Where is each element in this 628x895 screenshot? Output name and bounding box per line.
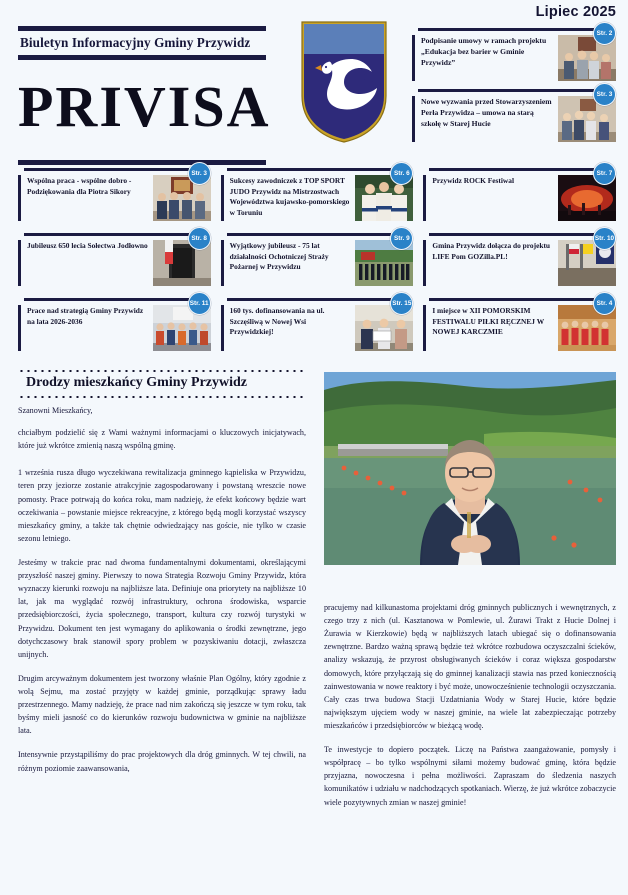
teaser-rule [429,298,594,301]
page-badge: Str. 15 [390,292,413,315]
paragraph: Jesteśmy w trakcie prac nad dwoma fundamentalnymi dokumentami, określającymi przyszłość naszej gminy. Pierwszy to nowa Strategia Rozwoju Gminy Przywidz, która wyznaczy kierunki rozwoju na najbliższe lata. Definiuje ona priorytety na najbliższe 10 lat, jak ma wyglądać rozwój infrastruktury, ochrona środowiska, wsparcie przedsiębiorczości, życia społecznego, transport, kultura czy rozwój turystyki w Przywidzu. Dokument ten jest wymagany do aplikowania o środki zewnętrzne, jego dotychczasowy brak stanowił spory problem w pozyskiwaniu dotacji, zwłaszcza unijnych. [18,557,306,659]
page-badge: Str. 3 [188,162,211,185]
paragraph: Intensywnie przystąpiliśmy do prac projektowych dla dróg gminnych. W tej chwili, na różnym poziomie zaawansowania, [18,750,306,773]
top-teaser-list [412,28,616,150]
masthead [0,0,628,170]
teaser-headline: I miejsce w XII POMORSKIM FESTIWALU PIŁKI RĘCZNEJ W NOWEJ KARCZMIE [432,306,544,337]
teaser-rule [24,298,189,301]
teaser-rule [24,168,189,171]
teaser-headline: Sukcesy zawodniczek z TOP SPORT JUDO Przywidz na Mistrzostwach Województwa kujawsko-pomorskiego w Toruniu [229,176,350,217]
teaser-rule [429,233,594,236]
teaser-card[interactable] [423,168,616,221]
teaser-headline: 160 tys. dofinansowania na ul. Szczęśliwą w Nowej Wsi Przywidzkiej! [229,306,325,337]
issue-date: Lipiec 2025 [535,4,616,20]
dotted-rule-bottom [18,394,305,398]
teaser-rule [227,298,392,301]
teaser-body [412,96,616,142]
letter-heading-block [18,368,305,398]
teaser-rule [227,233,392,236]
teaser-headline: Podpisanie umowy w ramach projektu „Edukacja bez barier w Gminie Przywidz” [421,36,547,67]
teaser-headline: Wspólna praca - wspólne dobro - Podziękowania dla Piotra Sikory [27,176,132,196]
teaser-headline: Nowe wyzwania przed Stowarzyszeniem Perła Przywidza – umowa na starą szkołę w Starej Hucie [421,97,552,128]
page-badge: Str. 7 [593,162,616,185]
paragraph: chciałbym podzielić się z Wami ważnymi informacjami o kluczowych inicjatywach, które już wkrótce zmienią naszą wspólną gminę. [18,428,306,451]
page-badge: Str. 4 [593,292,616,315]
bulletin-subtitle: Biuletyn Informacyjny Gminy Przywidz [20,35,251,50]
teaser-headline: Jubileusz 650 lecia Sołectwa Jodłowno [27,241,148,250]
teaser-headline: Przywidz ROCK Festiwal [432,176,515,185]
teaser-rule [227,168,392,171]
teaser-card[interactable] [423,298,616,351]
paragraph: pracujemy nad kilkunastoma projektami dróg gminnych publicznych i wewnętrznych, z czego trzy z nich (ul. Kasztanowa w Pomlewie, ul. Żurawi Trakt z Hucie Dolnej i Żurawia w Kierzkowie) będą w najbliższych latach ubiegać się o dofinansowania zewnętrzne. Bardzo ważną sprawą będzie też wkrótce rozbudowa oczyszczalni ścieków, analizy wskazują, że przyrost obsługiwanych ścieków i coraz większa gospodarstw domowych, które przyłączają się do gminnej kanalizacji stawia nas przed koniecznością zainwestowania w nowe reaktory i być może, unowocześnienie technologii oczyszczania. Cały czas trwa budowa Stacji Uzdatniania Wody w Starej Hucie, które będzie największym ujęciem wody w naszej gminie, na wiele lat zabezpieczając potrzeby mieszkańców i przedsiębiorców w bieżącą wodę. [324,603,616,730]
teaser-card[interactable] [18,168,211,221]
teaser-card[interactable] [412,28,616,81]
teaser-body [18,305,211,351]
teaser-card[interactable] [18,233,211,286]
teaser-headline: Gmina Przywidz dołącza do projektu LIFE Pom GOZilla.PL! [432,241,551,261]
bulletin-title-block [18,26,266,60]
teaser-rule [418,89,594,92]
teaser-card[interactable] [221,298,414,351]
teaser-body [221,305,414,351]
teaser-rule [24,233,189,236]
teaser-body [423,305,616,351]
teaser-rule [418,28,594,31]
letter-title: Drodzy mieszkańcy Gminy Przywidz [26,375,247,390]
rule-under-subtitle [18,55,266,60]
page-badge: Str. 3 [593,83,616,106]
teaser-rule [429,168,594,171]
teaser-card[interactable] [412,89,616,142]
teaser-card[interactable] [18,298,211,351]
teaser-body [423,240,616,286]
teaser-body [423,175,616,221]
teaser-headline: Wyjątkowy jubileusz - 75 lat działalności Ochotniczej Straży Pożarnej w Przywidzu [229,241,329,272]
paragraph: Drugim arcyważnym dokumentem jest tworzony właśnie Plan Ogólny, który zgodnie z wolą Sejmu, ma zostać przyjęty w każdej gminie, porządkując sprawy ładu przestrzennego. Mamy nadzieję, że prace nad nim zakończą się jeszcze w tym roku, tak byśmy mieli jasność co do kierunków rozwoju budownictwa w gminie na najbliższe lata. [18,673,306,736]
teaser-body [221,175,414,221]
letter-column-left [18,404,306,786]
teaser-headline: Prace nad strategią Gminy Przywidz na lata 2026-2036 [27,306,144,326]
teaser-card[interactable] [221,233,414,286]
page-badge: Str. 2 [593,22,616,45]
paragraph: Te inwestycje to dopiero początek. Liczę na Państwa zaangażowanie, pomysły i współpracę – bo tylko wspólnymi siłami możemy budować gminę, która będzie przyjazna, nowoczesna i pełna możliwości. Zapraszam do śledzenia naszych komunikatów i udziału w nadchodzących spotkaniach. Wierzę, że już wkrótce zobaczycie wiele pozytywnych zmian w naszej gminie! [324,745,616,807]
page-badge: Str. 6 [390,162,413,185]
page-badge: Str. 10 [593,227,616,250]
teaser-body [18,240,211,286]
teaser-card[interactable] [221,168,414,221]
letter-body [18,404,616,890]
teaser-card[interactable] [423,233,616,286]
page-badge: Str. 9 [390,227,413,250]
page-badge: Str. 11 [188,292,211,315]
teaser-body [412,35,616,81]
paragraph-salutation: Szanowni Mieszkańcy, [18,406,93,415]
page-badge: Str. 8 [188,227,211,250]
masthead-title: PRIVISA [18,74,271,139]
paragraph: 1 września rusza długo wyczekiwana rewitalizacja gminnego kąpieliska w Przywidzu, teren przy jeziorze zostanie atrakcyjnie zagospodarowany i powstaną wreszcie nowe pomosty. Prace potrwają do końca roku, mam nadzieję, że efekt końcowy będzie wart oczekiwania – powstanie miejsce rekreacyjne, z którego będą mogli korzystać wszyscy mieszkańcy gminy, a także tak chętnie odwiedzający nas goście, nie tylko w czasie sezonu letniego. [18,468,306,543]
rule-under-masthead [18,160,266,165]
coat-of-arms-icon [298,18,390,144]
teaser-body [221,240,414,286]
letter-column-right [324,601,616,820]
teaser-body [18,175,211,221]
teaser-grid [18,168,616,359]
letter-section [18,368,616,398]
